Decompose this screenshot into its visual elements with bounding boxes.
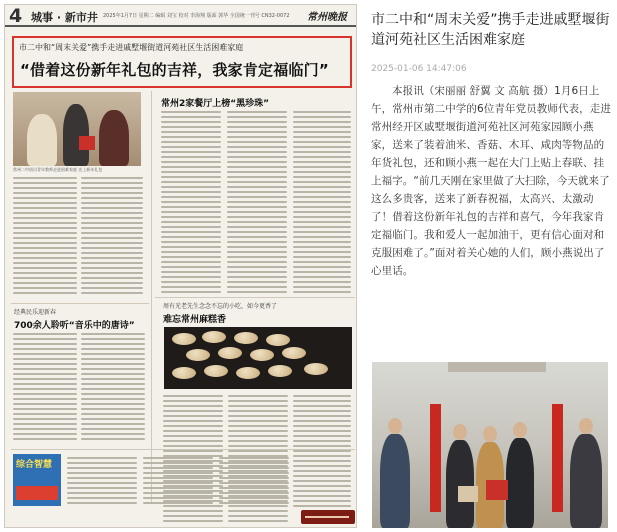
page-number: 4: [9, 5, 23, 27]
photo-person: [99, 110, 129, 166]
photo-person: [446, 440, 474, 528]
spring-couplet-left: [430, 404, 441, 512]
newspaper-masthead: [5, 5, 357, 27]
gift-box-icon: [458, 486, 478, 502]
article-photo: [372, 362, 608, 528]
concert-story-headline: 700余人聆听“音乐中的唐诗”: [14, 321, 135, 331]
column-text: [293, 395, 351, 510]
column-text: [13, 177, 77, 297]
masthead-info: 2025年1月7日 星期二 编辑 刘宝 校对 李海翔 版面 郭华 全国统一刊号 CN32-0072: [103, 13, 290, 19]
column-divider: [151, 91, 152, 503]
notice-text: [67, 457, 137, 507]
mahua-cake-photo: [164, 327, 352, 389]
column-text: [227, 111, 287, 296]
newspaper-brand: 常州晚报: [307, 12, 347, 23]
article-timestamp: 2025-01-06 14:47:06: [371, 64, 467, 74]
restaurant-story-title: 常州2家餐厅上榜“黑珍珠”: [161, 99, 270, 109]
photo-person: [570, 434, 602, 528]
lead-photo: [13, 92, 141, 166]
photo-person: [27, 114, 57, 166]
article-title: 市二中和“周末关爱”携手走进戚墅堰街道河苑社区生活困难家庭: [371, 12, 610, 48]
spring-couplet-right: [552, 404, 563, 512]
lead-subtitle: 市二中和“周末关爱”携手走进戚墅堰街道河苑社区生活困难家庭: [19, 43, 244, 52]
notice-text: [219, 457, 289, 507]
lead-photo-caption: 常州二中团员青年教师走进困难家庭 送上新年礼包: [13, 167, 103, 172]
ad-title: 综合智慧: [16, 460, 53, 470]
notice-text: [143, 457, 213, 507]
section-divider: [11, 449, 355, 450]
column-text: [293, 111, 351, 296]
section-name: 城事 · 新市井: [31, 11, 98, 24]
gift-bag-icon: [486, 480, 508, 500]
mahua-story-kicker: 周有光老先生念念不忘的小吃，如今更香了: [163, 303, 278, 310]
story-divider: [155, 297, 355, 298]
mahua-story-headline: 难忘常州麻糕香: [163, 315, 227, 325]
column-text: [13, 333, 77, 443]
column-text: [161, 111, 221, 296]
photo-person: [506, 438, 534, 528]
column-text: [81, 333, 145, 443]
newspaper-logo-stamp: [301, 510, 355, 524]
lead-headline: “借着这份新年礼包的吉祥，我家肯定福临门”: [20, 61, 329, 79]
photo-person: [63, 104, 89, 166]
article-body: 本报讯（宋丽丽 舒翼 文 高航 摄）1月6日上午，常州市第二中学的6位青年党员教师代表，走进常州经开区戚墅堰街道河苑社区河苑家园顾小燕家，送来了装着油米、香菇、木耳、咸肉等物品的年货礼包，还和顾小燕一起在大门上贴上春联、挂上福字。“前几天刚在家里做了大扫除，今天就来了这么多贵客，送来了新春祝福，太高兴、太激动了！借着这份新年礼包的吉祥和喜气，今年我家肯定福临门。我和爱人一起加油干，更有信心面对和克服困难了。”面对着关心她的人们，顾小燕说出了心里话。: [371, 85, 611, 277]
concert-story-kicker: 经典民乐迎新春: [14, 309, 57, 316]
lead-story-highlight: [12, 36, 352, 88]
photo-person: [380, 434, 410, 528]
gift-bag-icon: [79, 136, 95, 150]
newspaper-page: [4, 4, 357, 528]
ad-block: [13, 454, 61, 506]
column-text: [81, 177, 143, 297]
story-divider: [11, 303, 149, 304]
